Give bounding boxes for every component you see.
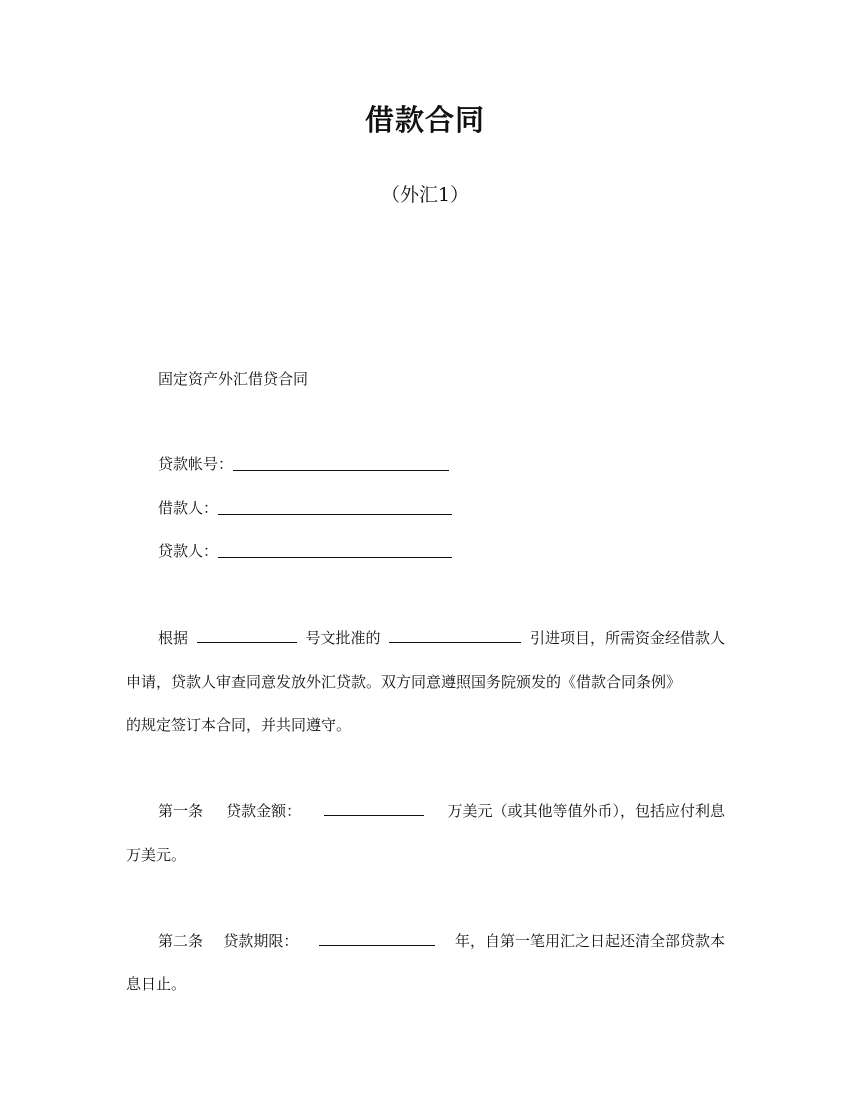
article-2-number: 第二条 — [158, 932, 204, 950]
preamble-line-3: 的规定签订本合同，并共同遵守。 — [126, 716, 352, 734]
loan-account-field — [158, 452, 449, 476]
article-1-label: 贷款金额： — [226, 802, 302, 820]
preamble-text-3: 引进项目，所需资金经借款人 — [529, 629, 725, 647]
loan-account-label: 贷款帐号： — [158, 455, 234, 473]
contract-heading: 固定资产外汇借贷合同 — [158, 370, 309, 388]
article-1-text: 万美元（或其他等值外币），包括应付利息 — [447, 802, 725, 820]
lender-field — [158, 539, 452, 563]
lender-label: 贷款人： — [158, 542, 219, 560]
borrower-field — [158, 496, 452, 520]
document-subtitle: （外汇1） — [380, 184, 470, 206]
preamble-line-2: 申请，贷款人审查同意发放外汇贷款。双方同意遵照国务院颁发的《借款合同条例》 — [126, 673, 682, 691]
article-1-line-2: 万美元。 — [126, 846, 187, 864]
project-name-blank[interactable] — [389, 626, 521, 643]
lender-blank[interactable] — [218, 541, 452, 558]
article-2-line-2: 息日止。 — [126, 975, 187, 993]
loan-account-blank[interactable] — [233, 454, 449, 471]
article-2-line-1 — [158, 929, 725, 953]
article-1-number: 第一条 — [158, 802, 204, 820]
document-title: 借款合同 — [364, 103, 485, 137]
article-2-label: 贷款期限： — [223, 932, 299, 950]
borrower-label: 借款人： — [158, 499, 219, 517]
preamble-text-1: 根据 — [158, 629, 189, 647]
article-1-line-1 — [158, 799, 725, 823]
preamble-line-1 — [158, 626, 725, 650]
article-2-text: 年，自第一笔用汇之日起还清全部贷款本 — [454, 932, 725, 950]
loan-amount-blank[interactable] — [324, 799, 424, 816]
approval-number-blank[interactable] — [197, 626, 297, 643]
borrower-blank[interactable] — [218, 498, 452, 515]
loan-term-blank[interactable] — [319, 929, 435, 946]
preamble-text-2: 号文批准的 — [305, 629, 381, 647]
